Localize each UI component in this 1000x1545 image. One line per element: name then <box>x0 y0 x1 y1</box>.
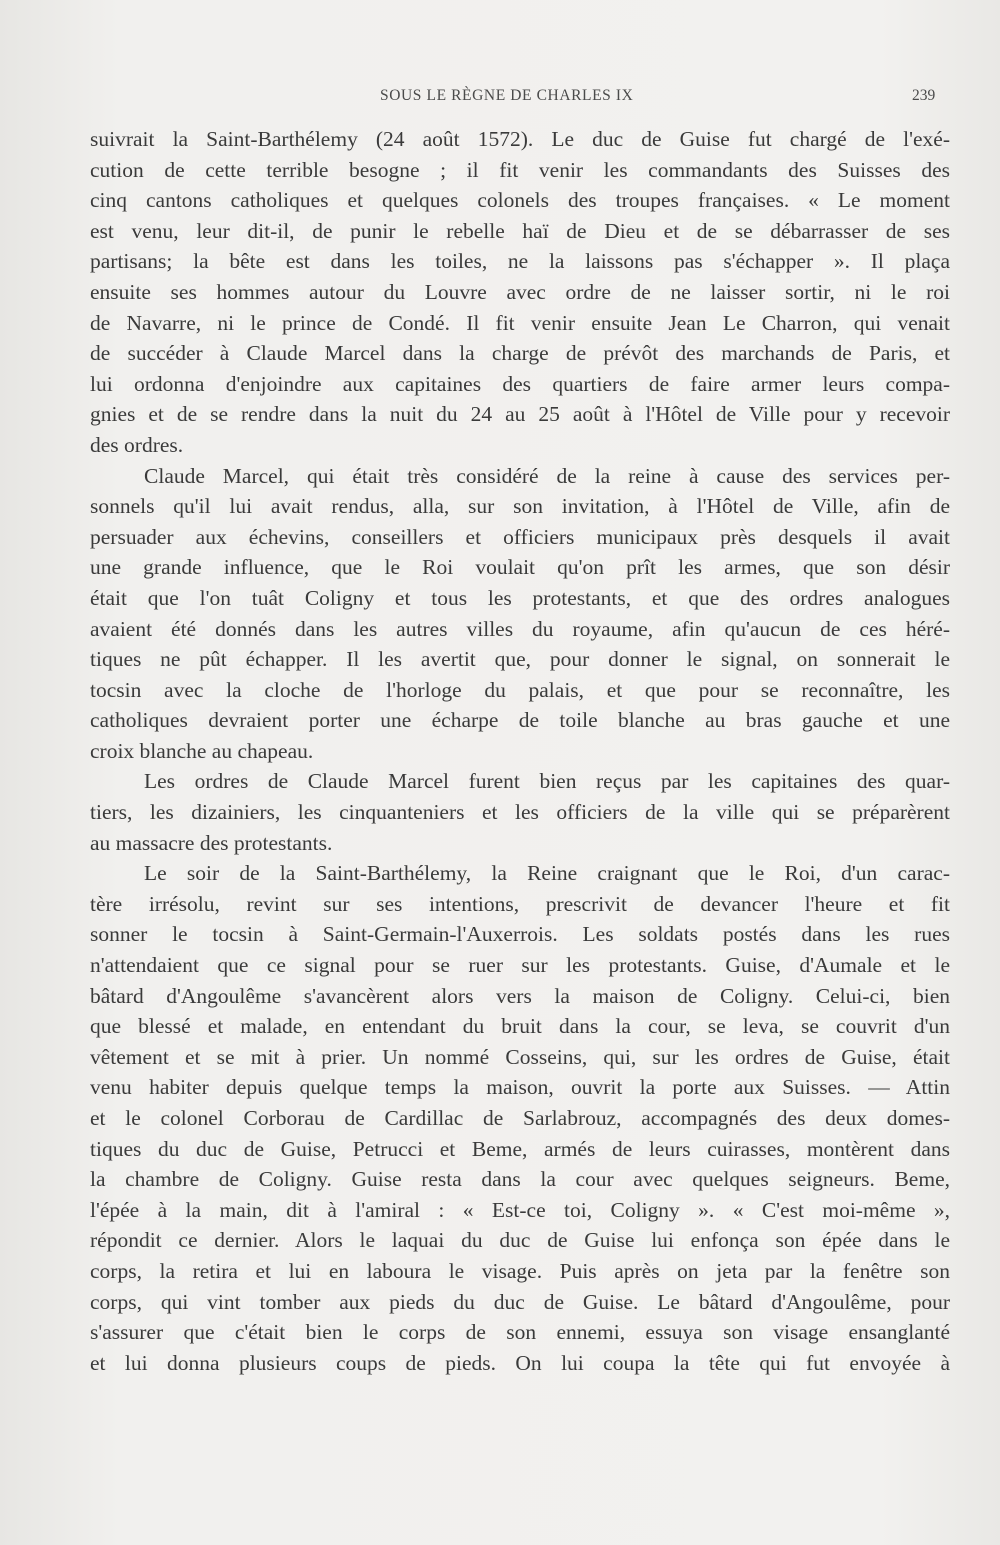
text-line: au massacre des protestants. <box>90 830 333 855</box>
text-line: de Navarre, ni le prince de Condé. Il fit venir ensuite Jean Le Charron, qui venait <box>90 310 950 335</box>
text-line: Le soir de la Saint-Barthélemy, la Reine craignant que le Roi, d'un carac- <box>144 861 950 886</box>
text-line: bâtard d'Angoulême s'avancèrent alors vers la maison de Coligny. Celui-ci, bien <box>90 983 950 1008</box>
text-line: l'épée à la main, dit à l'amiral : « Est-ce toi, Coligny ». « C'est moi-même », <box>90 1197 950 1222</box>
text-line: avaient été donnés dans les autres villes du royaume, afin qu'aucun de ces héré- <box>90 616 950 641</box>
text-line: s'assurer que c'était bien le corps de son ennemi, essuya son visage ensanglanté <box>90 1320 950 1345</box>
running-header <box>0 87 1000 109</box>
text-line: gnies et de se rendre dans la nuit du 24 au 25 août à l'Hôtel de Ville pour y recevoir <box>90 402 950 427</box>
text-line: cinq cantons catholiques et quelques colonels des troupes françaises. « Le moment <box>90 188 950 213</box>
text-line: venu habiter depuis quelque temps la maison, ouvrit la porte aux Suisses. — Attin <box>90 1075 950 1100</box>
text-line: des ordres. <box>90 432 184 457</box>
text-line: répondit ce dernier. Alors le laquai du duc de Guise lui enfonça son épée dans le <box>90 1228 950 1253</box>
text-line: catholiques devraient porter une écharpe de toile blanche au bras gauche et une <box>90 708 950 733</box>
text-line: tère irrésolu, revint sur ses intentions, prescrivit de devancer l'heure et fit <box>90 891 950 916</box>
text-line: était que l'on tuât Coligny et tous les protestants, et que des ordres analogues <box>90 585 950 610</box>
text-line: que blessé et malade, en entendant du bruit dans la cour, se leva, se couvrit d'un <box>90 1014 950 1039</box>
text-line: tiques du duc de Guise, Petrucci et Beme, armés de leurs cuirasses, montèrent dans <box>90 1136 950 1161</box>
text-line: de succéder à Claude Marcel dans la charge de prévôt des marchands de Paris, et <box>90 341 950 366</box>
text-line: cution de cette terrible besogne ; il fit venir les commandants des Suisses des <box>90 157 950 182</box>
text-line: persuader aux échevins, conseillers et officiers municipaux près desquels il avait <box>90 524 950 549</box>
text-line: sonner le tocsin à Saint-Germain-l'Auxerrois. Les soldats postés dans les rues <box>90 922 950 947</box>
text-line: Les ordres de Claude Marcel furent bien reçus par les capitaines des quar- <box>144 769 950 794</box>
text-line: Claude Marcel, qui était très considéré de la reine à cause des services per- <box>144 463 950 488</box>
text-line: lui ordonna d'enjoindre aux capitaines des quartiers de faire armer leurs compa- <box>90 371 950 396</box>
text-line: et le colonel Corborau de Cardillac de Sarlabrouz, accompagnés des deux domes- <box>90 1106 950 1130</box>
text-line: vêtement et se mit à prier. Un nommé Cosseins, qui, sur les ordres de Guise, était <box>90 1044 950 1069</box>
text-line: ensuite ses hommes autour du Louvre avec ordre de ne laisser sortir, ni le roi <box>90 279 950 304</box>
text-line: n'attendaient que ce signal pour se ruer sur les protestants. Guise, d'Aumale et le <box>90 953 950 978</box>
running-title: SOUS LE RÈGNE DE CHARLES IX <box>380 87 634 104</box>
text-line: et lui donna plusieurs coups de pieds. On lui coupa la tête qui fut envoyée à <box>90 1350 950 1375</box>
text-line: suivrait la Saint-Barthélemy (24 août 1572). Le duc de Guise fut chargé de l'exé- <box>90 127 950 151</box>
text-line: tocsin avec la cloche de l'horloge du palais, et que pour se reconnaître, les <box>90 677 950 702</box>
body-text <box>90 124 950 1378</box>
text-line: sonnels qu'il lui avait rendus, alla, sur son invitation, à l'Hôtel de Ville, afin de <box>90 494 950 519</box>
text-line: corps, la retira et lui en laboura le visage. Puis après on jeta par la fenêtre son <box>90 1258 950 1283</box>
text-line: corps, qui vint tomber aux pieds du duc de Guise. Le bâtard d'Angoulême, pour <box>90 1289 950 1314</box>
text-line: la chambre de Coligny. Guise resta dans la cour avec quelques seigneurs. Beme, <box>90 1167 950 1192</box>
text-line: tiers, les dizainiers, les cinquanteniers et les officiers de la ville qui se préparèrent <box>90 800 950 825</box>
text-line: une grande influence, que le Roi voulait qu'on prît les armes, que son désir <box>90 555 950 580</box>
page-number: 239 <box>912 87 936 104</box>
text-line: est venu, leur dit-il, de punir le rebelle haï de Dieu et de se débarrasser de ses <box>90 218 950 243</box>
text-line: partisans; la bête est dans les toiles, ne la laissons pas s'échapper ». Il plaça <box>90 249 950 274</box>
text-line: tiques ne pût échapper. Il les avertit que, pour donner le signal, on sonnerait le <box>90 647 950 672</box>
text-line: croix blanche au chapeau. <box>90 738 314 763</box>
